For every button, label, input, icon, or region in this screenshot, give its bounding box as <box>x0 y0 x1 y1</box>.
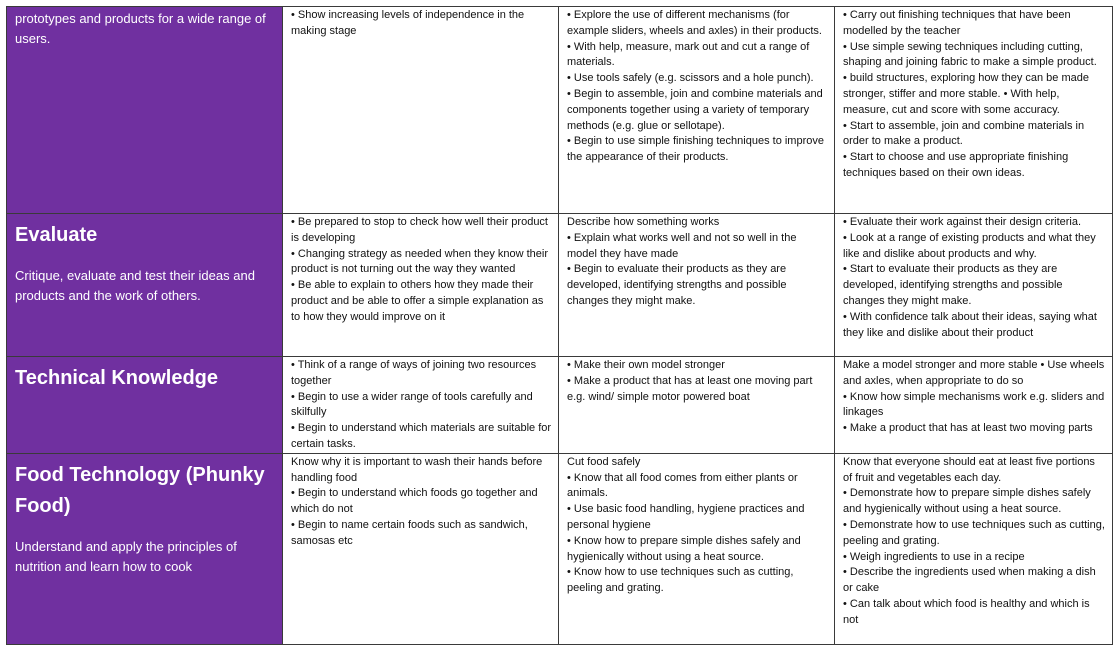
cell-line: • Make a product that has at least one moving part e.g. wind/ simple motor powered boat <box>567 374 813 403</box>
cell-line: • build structures, exploring how they can be made stronger, stiffer and more stable. • With help, measure, cut and score with some accuracy. <box>843 72 1089 116</box>
cell-line: • Can talk about which food is healthy and which is not <box>843 597 1090 626</box>
cell-line: Make a model stronger and more stable • Use wheels and axles, when appropriate to do so <box>843 359 1105 387</box>
cell-line: Know that everyone should eat at least five portions of fruit and vegetables each day. <box>843 455 1095 484</box>
cell-line: • Start to choose and use appropriate finishing techniques based on their own ideas. <box>843 151 1069 179</box>
cell-line: • Explain what works well and not so well in the model they have made <box>567 231 797 260</box>
cell-line: • Begin to understand which materials are suitable for certain tasks. <box>291 422 552 450</box>
cell-line: • Think of a range of ways of joining two resources together <box>291 359 537 387</box>
strand-cell <box>7 453 283 644</box>
cell-line: • Be able to explain to others how they made their product and be able to offer a simple explanation as to how they would improve on it <box>291 279 544 323</box>
strand-title: Technical Knowledge <box>15 367 218 389</box>
cell-line: • Changing strategy as needed when they know their product is not turning out the way they wanted <box>291 247 549 276</box>
year-1-cell <box>283 214 559 357</box>
cell-line: • Make a product that has at least two moving parts <box>843 422 1093 435</box>
cell-line: • Begin to use simple finishing techniques to improve the appearance of their products. <box>567 135 824 164</box>
cell-line: • Show increasing levels of independence in the making stage <box>291 9 525 37</box>
cell-line: • Make their own model stronger <box>567 359 725 371</box>
cell-line: • Know how simple mechanisms work e.g. sliders and linkages <box>843 390 1105 419</box>
cell-line: • Look at a range of existing products and what they like and dislike about products and why. <box>843 231 1096 260</box>
table-row-making <box>7 7 1113 214</box>
cell-line: • Begin to use a wider range of tools carefully and skilfully <box>291 390 533 419</box>
strand-description: prototypes and products for a wide range of users. <box>15 11 266 46</box>
year-2-cell <box>559 453 835 644</box>
cell-line: • Know that all food comes from either plants or animals. <box>567 471 798 500</box>
strand-cell <box>7 7 283 214</box>
cell-line: • Begin to assemble, join and combine materials and components together using a variety of temporary methods (e.g. glue or sellotape). <box>567 87 823 132</box>
cell-line: Cut food safely <box>567 455 641 468</box>
curriculum-table <box>6 6 1113 645</box>
year-3-cell <box>835 7 1113 214</box>
year-1-cell <box>283 7 559 214</box>
cell-line: Describe how something works <box>567 216 720 228</box>
cell-line: • Begin to name certain foods such as sandwich, samosas etc <box>291 518 528 547</box>
cell-line: • Explore the use of different mechanisms (for example sliders, wheels and axles) in their products. <box>567 9 822 37</box>
cell-line: • Weigh ingredients to use in a recipe <box>843 550 1025 563</box>
cell-line: • Evaluate their work against their design criteria. <box>843 216 1082 228</box>
strand-cell <box>7 357 283 454</box>
year-2-cell <box>559 214 835 357</box>
year-1-cell <box>283 357 559 454</box>
year-3-cell <box>835 357 1113 454</box>
cell-line: • Carry out finishing techniques that have been modelled by the teacher <box>843 9 1071 37</box>
cell-line: • Use tools safely (e.g. scissors and a hole punch). <box>567 72 814 85</box>
year-2-cell <box>559 7 835 214</box>
cell-line: • Use basic food handling, hygiene practices and personal hygiene <box>567 503 805 531</box>
table-row-technical-knowledge <box>7 357 1113 454</box>
cell-line: • With help, measure, mark out and cut a range of materials. <box>567 40 810 69</box>
strand-title: Evaluate <box>15 224 98 246</box>
year-3-cell <box>835 214 1113 357</box>
strand-description: Critique, evaluate and test their ideas and products and the work of others. <box>15 268 255 303</box>
cell-line: • Know how to use techniques such as cutting, peeling and grating. <box>567 566 794 595</box>
table-row-food-technology <box>7 453 1113 644</box>
cell-line: • Describe the ingredients used when making a dish or cake <box>843 566 1096 595</box>
cell-line: • With confidence talk about their ideas, saying what they like and dislike about their product <box>843 310 1097 339</box>
table-row-evaluate <box>7 214 1113 357</box>
cell-line: • Begin to understand which foods go together and which do not <box>291 487 538 516</box>
cell-line: • Demonstrate how to prepare simple dishes safely and hygienically without using a heat source. <box>843 487 1091 516</box>
year-2-cell <box>559 357 835 454</box>
cell-line: • Begin to evaluate their products as they are developed, identifying strengths and possible changes they might make. <box>567 263 787 307</box>
strand-description: Understand and apply the principles of nutrition and learn how to cook <box>15 538 237 574</box>
cell-line: • Demonstrate how to use techniques such as cutting, peeling and grating. <box>843 518 1105 547</box>
cell-line: • Use simple sewing techniques including cutting, shaping and joining fabric to make a simple product. <box>843 40 1097 69</box>
strand-title: Food Technology (Phunky Food) <box>15 463 265 517</box>
strand-cell <box>7 214 283 357</box>
cell-line: • Know how to prepare simple dishes safely and hygienically without using a heat source. <box>567 534 801 563</box>
cell-line: • Be prepared to stop to check how well their product is developing <box>291 216 548 244</box>
cell-line: • Start to evaluate their products as they are developed, identifying strengths and possible changes they might make. <box>843 263 1063 307</box>
year-1-cell <box>283 453 559 644</box>
year-3-cell <box>835 453 1113 644</box>
cell-line: Know why it is important to wash their hands before handling food <box>291 455 543 484</box>
cell-line: • Start to assemble, join and combine materials in order to make a product. <box>843 119 1085 148</box>
